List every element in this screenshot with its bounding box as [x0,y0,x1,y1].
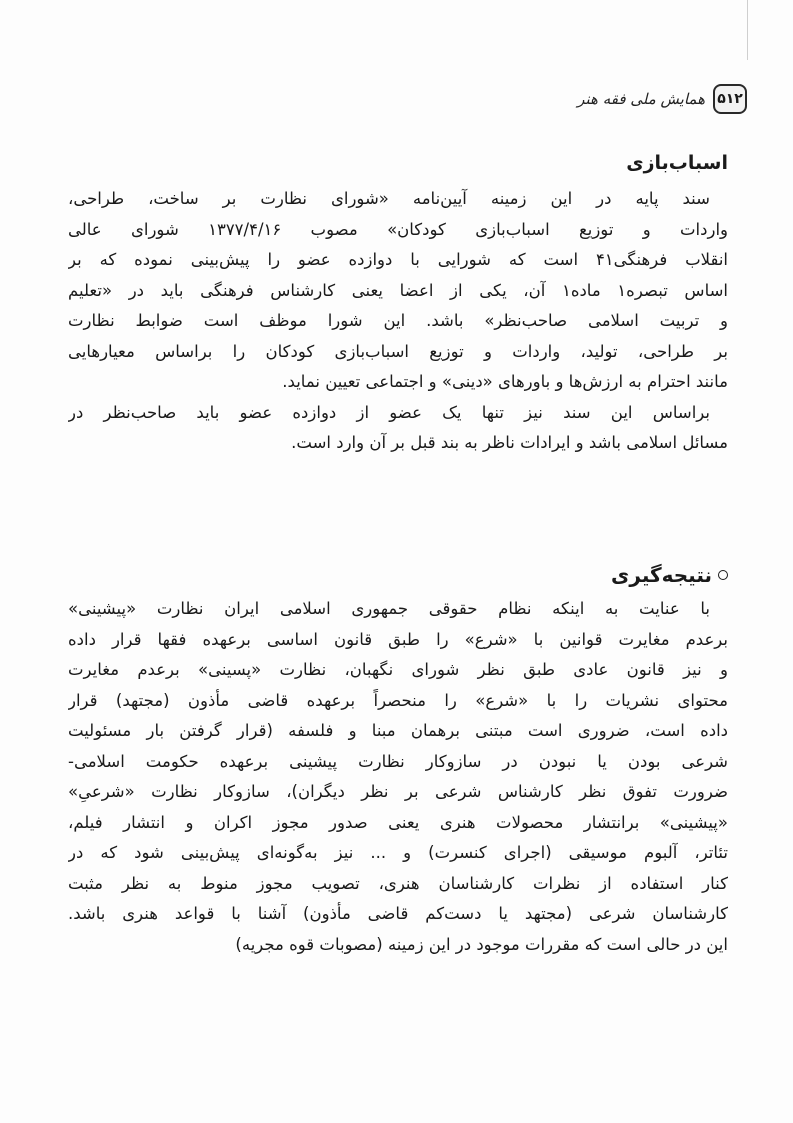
paragraph-line: شرعی بودن یا نبودن در سازوکار نظارت پیشینی برعهده حکومت اسلامی- [68,751,728,771]
paragraph-line: بر طراحی، تولید، واردات و توزیع اسباب‌بازی کودکان را براساس معیارهایی [68,341,728,361]
paragraph-line: مسائل اسلامی باشد و ایرادات ناظر به بند قبل بر آن وارد است. [291,433,728,452]
paragraph-line: انقلاب فرهنگی۴۱ است که شورایی با دوازده عضو را پیش‌بینی نموده که بر [68,250,728,269]
paragraph-line: برعدم مغایرت قوانین با «شرع» را طبق قانون اساسی برعهده فقها قرار داده [68,629,728,649]
section-conclusion [68,560,728,960]
section-heading-conclusion-label: نتیجه‌گیری [611,563,712,587]
paragraph-line: داده است، ضروری است مبتنی برهمان مبنا و فلسفه (قرار گرفتن بار مسئولیت [68,721,728,740]
journal-title: همایش ملی فقه هنر [577,90,705,108]
paragraph-line: محتوای نشریات را با «شرع» را منحصراً برعهده قاضی مأذون (مجتهد) قرار [68,690,728,710]
running-header [327,82,747,116]
paragraph-line: کنار استفاده از نظرات کارشناسان هنری، تصویب مجوز منوط به نظر مثبت [68,873,728,893]
paragraph-line: سند پایه در این زمینه آیین‌نامه «شورای نظارت بر ساخت، طراحی، [68,189,710,208]
paragraph-line: و نیز قانون عادی طبق نظر شورای نگهبان، نظارت «پسینی» برعدم مغایرت [68,660,728,679]
paragraph-line: براساس این سند نیز تنها یک عضو از دوازده عضو باید صاحب‌نظر در [68,402,710,422]
section-toys [68,148,728,459]
paragraph-line: «پیشینی» برانتشار محصولات هنری یعنی صدور مجوز اکران و انتشار فیلم، [68,812,728,832]
paragraph-line: تئاتر، آلبوم موسیقی (اجرای کنسرت) و ... نیز به‌گونه‌ای پیش‌بینی شود که در [68,843,728,862]
paragraph-line: و تربیت اسلامی صاحب‌نظر» باشد. این شورا موظف است ضوابط نظارت [68,311,728,330]
paragraph-line: مانند احترام به ارزش‌ها و باورهای «دینی» و اجتماعی تعیین نماید. [282,372,728,391]
paragraph-line: ضرورت تفوق نظر کارشناس شرعی بر نظر دیگران)، سازوکار نظارت «شرعیِ» [68,782,728,801]
section-heading-toys: اسباب‌بازی [626,152,728,174]
paragraph-line: کارشناسان شرعی (مجتهد یا دست‌کم قاضی مأذون) آشنا با قواعد هنری باشد. [68,904,728,923]
paragraph-line: با عنایت به اینکه نظام حقوقی جمهوری اسلامی ایران نظارت «پیشینی» [68,599,710,618]
circle-bullet-icon [718,570,728,580]
paragraph-line: واردات و توزیع اسباب‌بازی کودکان» مصوب ۱۳۷۷/۴/۱۶ شورای عالی [68,219,728,239]
page-number-badge: ۵۱۲ [713,84,747,114]
paragraph-line: این در حالی است که مقررات موجود در این زمینه (مصوبات قوه مجریه) [235,934,728,954]
paragraph-line: اساس تبصره۱ ماده۱ آن، یکی از اعضا یعنی کارشناس فرهنگی باید در «تعلیم [68,280,728,300]
section-heading-conclusion [68,560,728,590]
crop-mark [747,0,748,60]
